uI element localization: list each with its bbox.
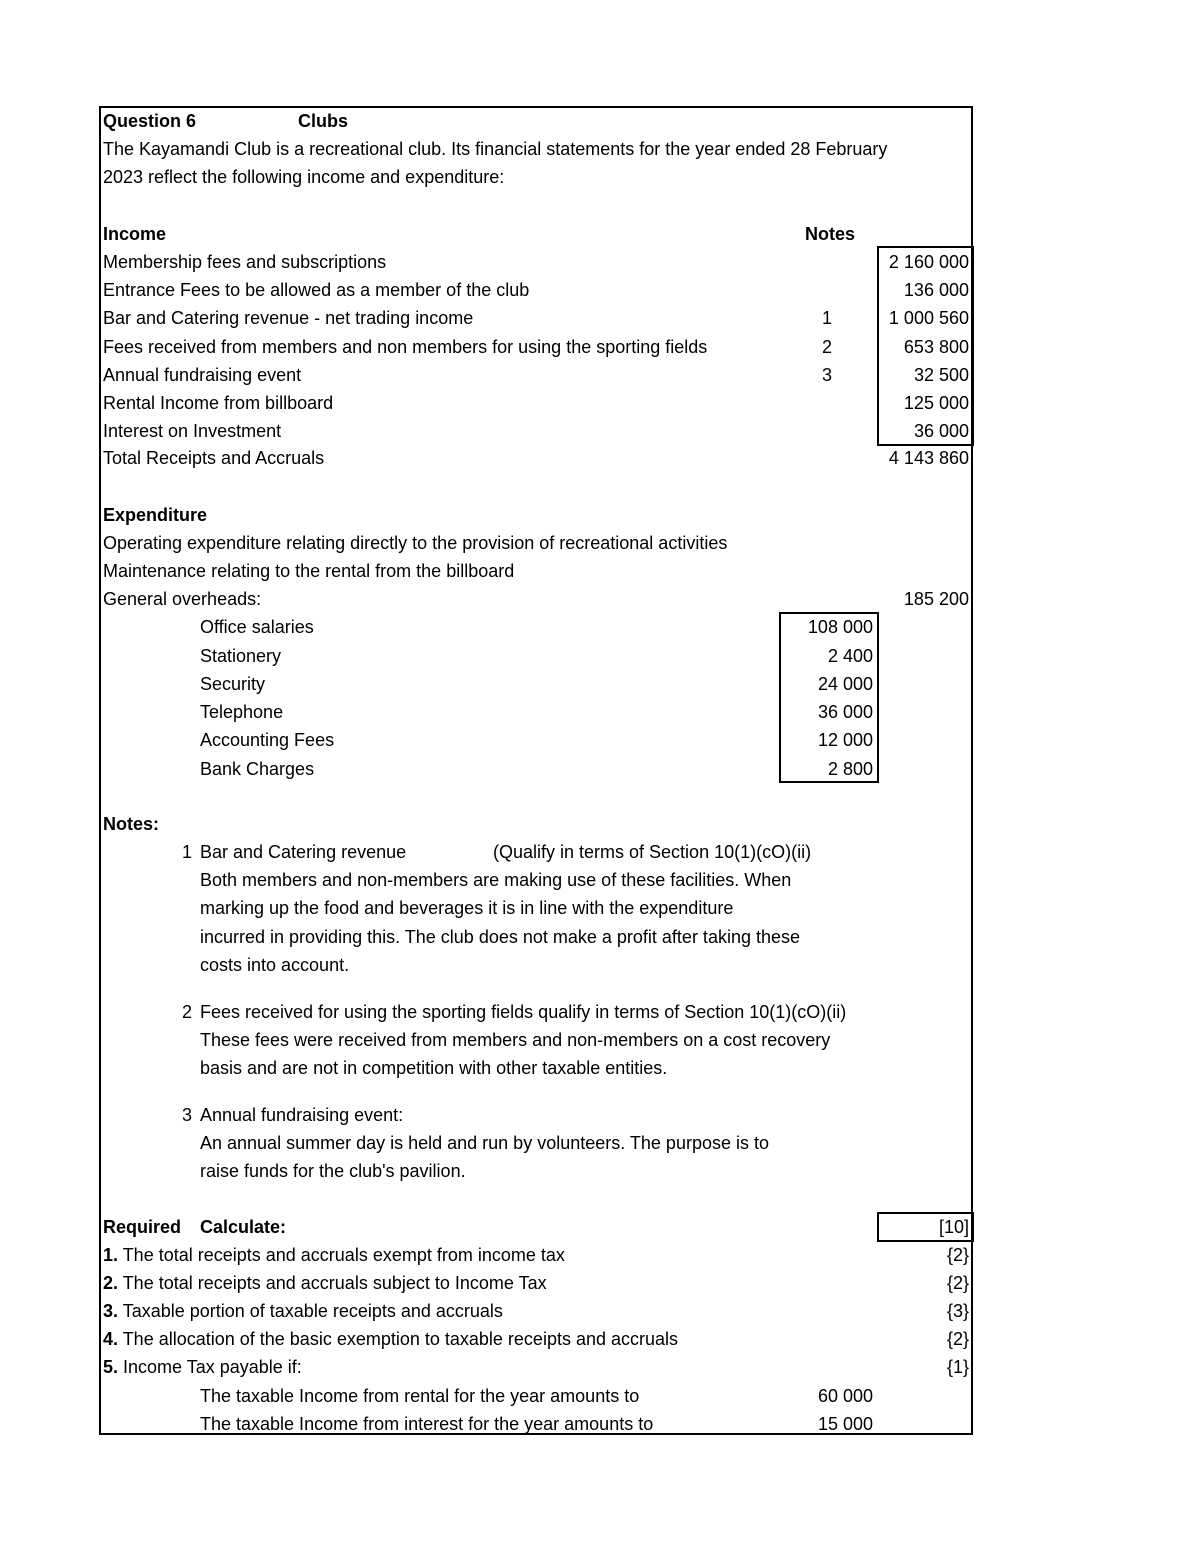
overheads-label: General overheads:	[103, 589, 262, 609]
note-line: Both members and non-members are making use of these facilities. When	[200, 870, 792, 890]
income-row-note: 2	[822, 337, 833, 357]
notes-heading: Notes:	[103, 814, 160, 834]
overhead-amount: 2 400	[827, 646, 873, 666]
intro-line: The Kayamandi Club is a recreational club. Its financial statements for the year ended 28 February	[103, 139, 888, 159]
income-row-label: Fees received from members and non members for using the sporting fields	[103, 337, 708, 357]
required-item	[103, 1356, 302, 1378]
required-item-number: 3.	[103, 1301, 119, 1321]
note-line: marking up the food and beverages it is in line with the expenditure	[200, 898, 734, 918]
expenditure-heading: Expenditure	[103, 505, 208, 525]
overhead-amount: 108 000	[807, 617, 873, 637]
income-row-label: Membership fees and subscriptions	[103, 252, 387, 272]
required-sub-text: The taxable Income from rental for the year amounts to	[200, 1386, 640, 1406]
income-row-label: Annual fundraising event	[103, 365, 302, 385]
overhead-label: Bank Charges	[200, 759, 315, 779]
income-heading: Income	[103, 224, 167, 244]
required-item	[103, 1244, 565, 1266]
required-item-number: 2.	[103, 1273, 119, 1293]
required-item-marks: {2}	[946, 1245, 969, 1265]
income-row-note: 1	[822, 308, 833, 328]
notes-column-heading: Notes	[805, 224, 856, 244]
note-title: Bar and Catering revenue	[200, 842, 407, 862]
required-item-text: The total receipts and accruals subject to Income Tax	[118, 1273, 547, 1293]
income-total-amount: 4 143 860	[888, 448, 969, 468]
total-marks: [10]	[938, 1217, 969, 1237]
required-item-text: Income Tax payable if:	[118, 1357, 302, 1377]
required-item-marks: {3}	[946, 1301, 969, 1321]
expenditure-line: Operating expenditure relating directly to the provision of recreational activities	[103, 533, 728, 553]
question-number: Question 6	[103, 111, 197, 131]
note-number: 1	[182, 842, 193, 862]
required-item	[103, 1272, 547, 1294]
note-number: 2	[182, 1002, 193, 1022]
required-item-text: The allocation of the basic exemption to taxable receipts and accruals	[118, 1329, 679, 1349]
note-line: incurred in providing this. The club does not make a profit after taking these	[200, 927, 801, 947]
intro-line: 2023 reflect the following income and expenditure:	[103, 167, 505, 187]
required-item	[103, 1300, 503, 1322]
income-row-label: Entrance Fees to be allowed as a member of the club	[103, 280, 530, 300]
income-row-amount: 125 000	[903, 393, 969, 413]
note-line: costs into account.	[200, 955, 350, 975]
required-label: Required	[103, 1217, 182, 1237]
income-row-amount: 36 000	[913, 421, 969, 441]
income-row-amount: 1 000 560	[888, 308, 969, 328]
question-topic: Clubs	[298, 111, 349, 131]
overhead-amount: 12 000	[817, 730, 873, 750]
income-row-amount: 32 500	[913, 365, 969, 385]
income-total-label: Total Receipts and Accruals	[103, 448, 325, 468]
overhead-amount: 24 000	[817, 674, 873, 694]
required-sub-amount: 15 000	[817, 1414, 873, 1434]
note-title: Fees received for using the sporting fields qualify in terms of Section 10(1)(cO)(ii)	[200, 1002, 847, 1022]
overhead-label: Telephone	[200, 702, 284, 722]
income-row-label: Interest on Investment	[103, 421, 282, 441]
income-row-amount: 2 160 000	[888, 252, 969, 272]
required-item-marks: {2}	[946, 1273, 969, 1293]
required-item-text: The total receipts and accruals exempt from income tax	[118, 1245, 565, 1265]
note-qualifier: (Qualify in terms of Section 10(1)(cO)(ii)	[493, 842, 812, 862]
required-sub-text: The taxable Income from interest for the year amounts to	[200, 1414, 654, 1434]
calculate-label: Calculate:	[200, 1217, 287, 1237]
income-row-label: Rental Income from billboard	[103, 393, 334, 413]
overhead-amount: 36 000	[817, 702, 873, 722]
overhead-label: Office salaries	[200, 617, 314, 637]
overhead-label: Stationery	[200, 646, 282, 666]
required-item-number: 1.	[103, 1245, 119, 1265]
required-sub-amount: 60 000	[817, 1386, 873, 1406]
note-line: These fees were received from members and non-members on a cost recovery	[200, 1030, 831, 1050]
income-row-note: 3	[822, 365, 833, 385]
required-item-marks: {2}	[946, 1329, 969, 1349]
note-line: basis and are not in competition with other taxable entities.	[200, 1058, 668, 1078]
required-item-text: Taxable portion of taxable receipts and accruals	[118, 1301, 503, 1321]
note-number: 3	[182, 1105, 193, 1125]
note-line: An annual summer day is held and run by volunteers. The purpose is to	[200, 1133, 769, 1153]
required-item-number: 5.	[103, 1357, 119, 1377]
required-item	[103, 1328, 678, 1350]
overhead-label: Accounting Fees	[200, 730, 335, 750]
income-row-amount: 653 800	[903, 337, 969, 357]
overhead-amount: 2 800	[827, 759, 873, 779]
note-title: Annual fundraising event:	[200, 1105, 404, 1125]
expenditure-line: Maintenance relating to the rental from the billboard	[103, 561, 515, 581]
required-item-marks: {1}	[946, 1357, 969, 1377]
income-row-amount: 136 000	[903, 280, 969, 300]
overheads-total: 185 200	[903, 589, 969, 609]
overhead-label: Security	[200, 674, 266, 694]
income-row-label: Bar and Catering revenue - net trading income	[103, 308, 474, 328]
note-line: raise funds for the club's pavilion.	[200, 1161, 466, 1181]
required-item-number: 4.	[103, 1329, 119, 1349]
